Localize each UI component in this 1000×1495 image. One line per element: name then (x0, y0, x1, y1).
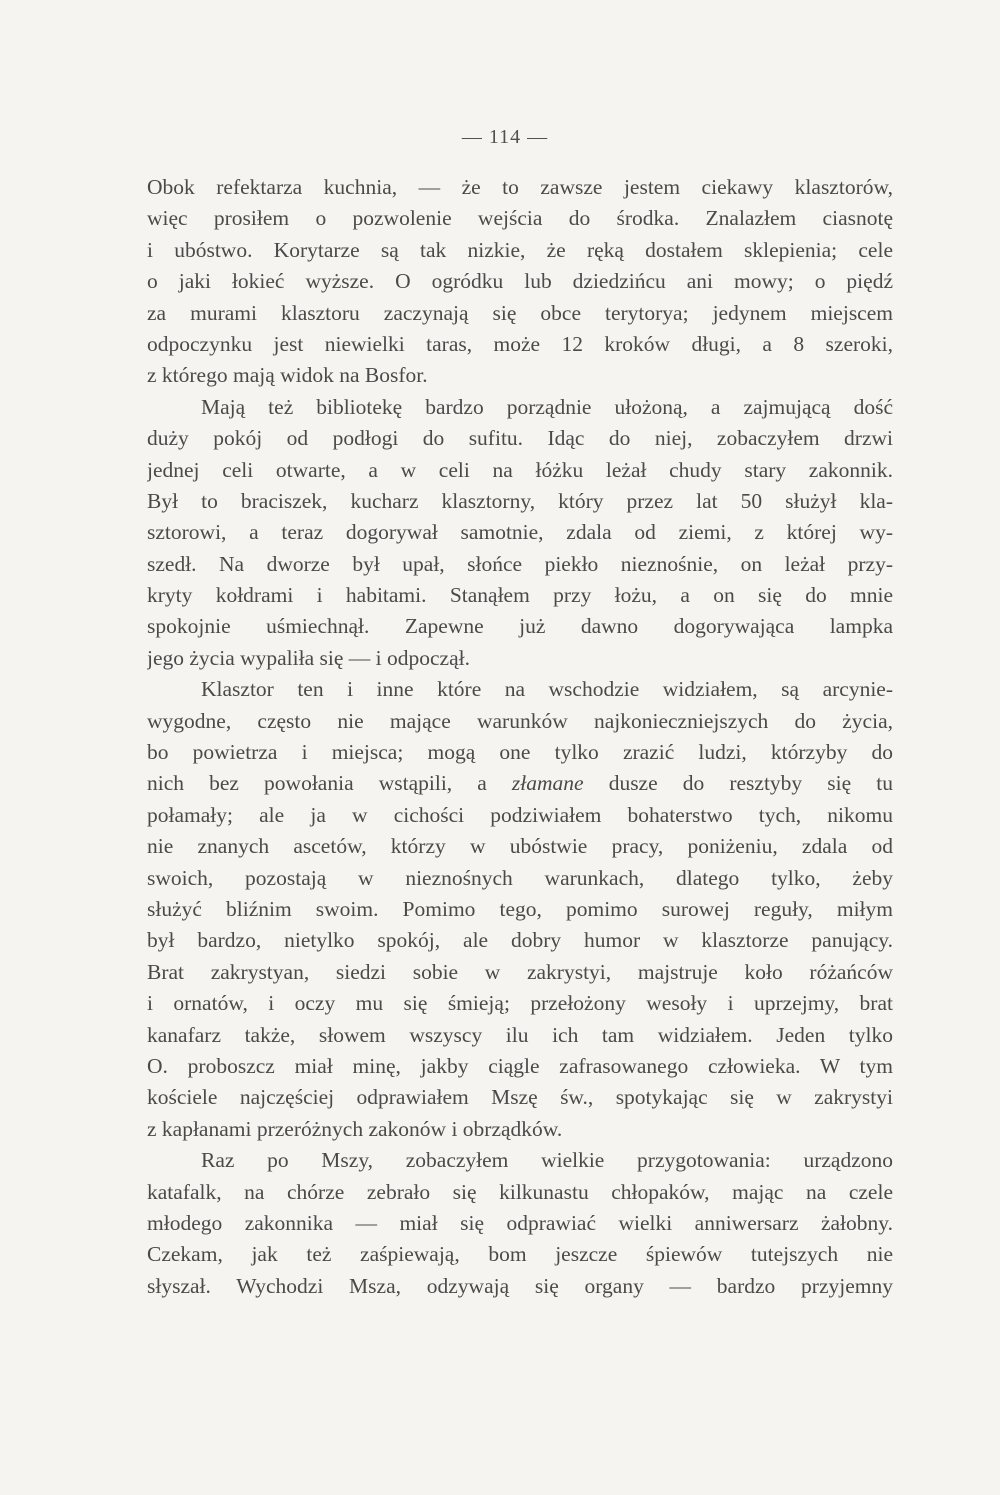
text-line: Mają też bibliotekę bardzo porządnie ułożoną, a zajmującą dość (201, 394, 893, 419)
text-line: kanafarz także, słowem wszyscy ilu ich tam widziałem. Jeden tylko (147, 1022, 893, 1047)
text-line: katafalk, na chórze zebrało się kilkunastu chłopaków, mając na czele (147, 1179, 893, 1204)
text-line: słyszał. Wychodzi Msza, odzywają się organy — bardzo przyjemny (147, 1273, 893, 1298)
text-line: Klasztor ten i inne które na wschodzie widziałem, są arcynie- (201, 677, 893, 702)
text-line: młodego zakonnika — miał się odprawiać wielki anniwersarz żałobny. (147, 1210, 893, 1235)
text-line: szedł. Na dworze był upał, słońce piekło nieznośnie, on leżał przy- (147, 551, 893, 576)
text-line: Był to braciszek, kucharz klasztorny, który przez lat 50 służył kla- (147, 488, 893, 513)
text-segment: dusze do resztyby się tu (583, 771, 893, 796)
text-line: odpoczynku jest niewielki taras, może 12 kroków długi, a 8 szeroki, (147, 331, 893, 356)
text-line: bo powietrza i miejsca; mogą one tylko zrazić ludzi, którzyby do (147, 740, 893, 765)
text-line: o jaki łokieć wyższe. O ogródku lub dziedzińcu ani mowy; o piędź (147, 269, 893, 294)
text-line: kryty kołdrami i habitami. Stanąłem przy łożu, a on się do mnie (147, 583, 893, 608)
text-line: O. proboszcz miał minę, jakby ciągle zafrasowanego człowieka. W tym (147, 1053, 893, 1078)
text-line: jednej celi otwarte, a w celi na łóżku leżał chudy stary zakonnik. (147, 457, 893, 482)
text-line: sztorowi, a teraz dogorywał samotnie, zdala od ziemi, z której wy- (147, 520, 893, 545)
text-line: spokojnie uśmiechnął. Zapewne już dawno dogorywająca lampka (147, 614, 893, 639)
text-line: Obok refektarza kuchnia, — że to zawsze jestem ciekawy klasztorów, (147, 175, 893, 199)
text-line (147, 768, 893, 799)
text-line: połamały; ale ja w cichości podziwiałem bohaterstwo tych, nikomu (147, 802, 893, 827)
page-number: — 114 — (461, 126, 549, 148)
text-line: i ubóstwo. Korytarze są tak nizkie, że ręką dostałem sklepienia; cele (147, 237, 893, 262)
text-line: za murami klasztoru zaczynają się obce terytorya; jedynem miejscem (147, 300, 893, 325)
text-line: więc prosiłem o pozwolenie wejścia do środka. Znalazłem ciasnotę (147, 206, 893, 231)
text-line: nie znanych ascetów, którzy w ubóstwie pracy, poniżeniu, zdala od (147, 834, 893, 859)
text-line: wygodne, często nie mające warunków najkonieczniejszych do życia, (147, 708, 893, 733)
text-line: swoich, pozostają w nieznośnych warunkach, dlatego tylko, żeby (147, 865, 893, 890)
text-line: z którego mają widok na Bosfor. (147, 363, 428, 388)
text-line: Brat zakrystyan, siedzi sobie w zakrystyi, majstruje koło różańców (147, 959, 893, 984)
text-segment: nich bez powołania wstąpili, a (147, 771, 512, 796)
text-line: i ornatów, i oczy mu się śmieją; przełożony wesoły i uprzejmy, brat (147, 991, 893, 1016)
body-text (147, 172, 893, 1302)
text-line: duży pokój od podłogi do sufitu. Idąc do niej, zobaczyłem drzwi (147, 426, 893, 451)
text-line: jego życia wypaliła się — i odpoczął. (147, 645, 470, 670)
text-line: służyć bliźnim swoim. Pomimo tego, pomimo surowej reguły, miłym (147, 896, 893, 921)
text-line: Raz po Mszy, zobaczyłem wielkie przygotowania: urządzono (201, 1148, 893, 1173)
text-line: kościele najczęściej odprawiałem Mszę św., spotykając się w zakrystyi (147, 1085, 893, 1110)
text-line: z kapłanami przeróżnych zakonów i obrządków. (147, 1116, 563, 1141)
emphasized-word: złamane (511, 771, 584, 796)
text-line: Czekam, jak też zaśpiewają, bom jeszcze śpiewów tutejszych nie (147, 1242, 893, 1267)
text-line: był bardzo, nietylko spokój, ale dobry humor w klasztorze panujący. (147, 928, 893, 953)
